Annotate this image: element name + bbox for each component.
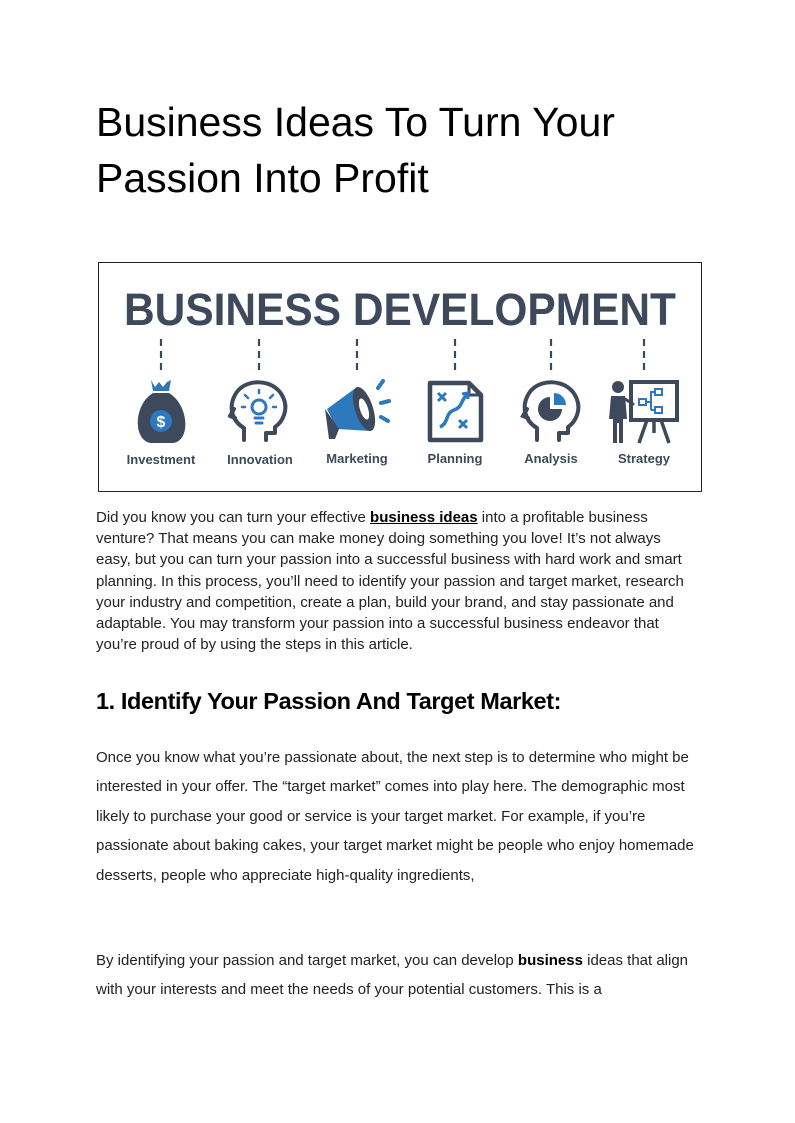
section-paragraph: Once you know what you’re passionate about, the next step is to determine who might be interested in your offer. The “target market” comes into play here. The demographic most likely to purchase your good or service is your target market. For example, if you’re passionate about baking cakes, your target market might be people who enjoy homemade desserts, people who appreciate high-quality ingredients,	[96, 749, 694, 884]
plan-document-icon	[430, 383, 481, 440]
label-innovation: Innovation	[227, 452, 293, 467]
intro-text-after: into a profitable business venture? That means you can make money doing something you love! It’s not always easy, but you can turn your passion into a successful business with hard work and smart planning. In this process, you’ll need to identify your passion and target market, research your industry and competition, create a plan, build your brand, and stay passionate and adaptable. You may transform your passion into a successful business endeavor that you’re proud of by using the steps in this article.	[96, 509, 684, 654]
page-title: Business Ideas To Turn Your Passion Into Profit	[96, 99, 615, 201]
presentation-board-icon	[609, 381, 677, 443]
label-strategy: Strategy	[617, 451, 671, 466]
paragraph2-bold: business	[517, 952, 583, 969]
infographic-heading: BUSINESS DEVELOPMENT	[124, 284, 676, 335]
section-heading: 1. Identify Your Passion And Target Market:	[96, 688, 562, 714]
label-marketing: Marketing	[326, 451, 388, 466]
pie-chart-head-icon	[523, 382, 578, 440]
intro-paragraph	[96, 507, 696, 655]
label-planning: Planning	[427, 451, 483, 466]
section-paragraph-2	[96, 946, 696, 1005]
megaphone-icon	[325, 381, 389, 439]
svg-text:$: $	[156, 414, 166, 431]
business-development-infographic	[98, 262, 702, 492]
label-investment: Investment	[126, 452, 196, 467]
lightbulb-head-icon	[230, 382, 285, 440]
money-bag-icon	[138, 380, 186, 443]
intro-text-before: Did you know you can turn your effective	[96, 509, 371, 526]
business-ideas-link[interactable]: business ideas	[370, 509, 478, 526]
paragraph2-text-after: ideas that align with your interests and meet the needs of your potential customers. This is a	[96, 952, 689, 999]
dashed-connectors	[161, 339, 644, 371]
label-analysis: Analysis	[524, 451, 578, 466]
paragraph2-text-before: By identifying your passion and target market, you can develop	[96, 952, 518, 969]
